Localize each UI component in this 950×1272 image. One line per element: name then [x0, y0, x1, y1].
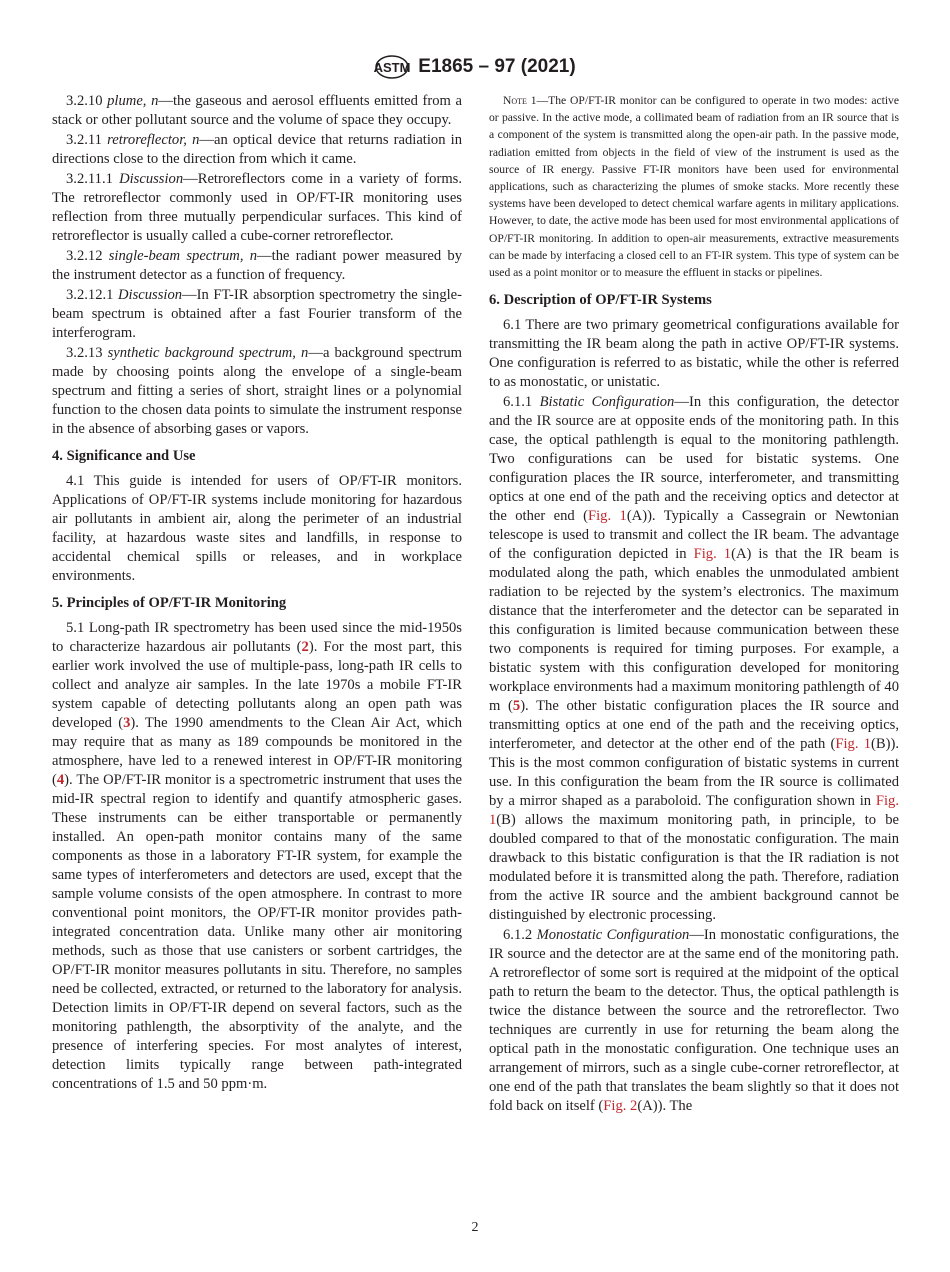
section-heading: [52, 447, 462, 466]
paragraph: [52, 472, 462, 586]
left-column: [52, 92, 462, 1095]
text-run: 6. Description of OP/FT-IR Systems: [489, 292, 712, 309]
paragraph: [52, 344, 462, 439]
text-run: 5.1 Long-path IR spectrometry has been used since the mid-1950s to characterize hazardous air pollutants (: [52, 620, 462, 655]
text-run: 3.2.11.1: [66, 171, 120, 187]
reference-link[interactable]: 5: [512, 698, 521, 715]
text-run: ). The other bistatic configuration places the IR source and transmitting optics at one end of the path and the receiving optics, interferometer, and detector at the other end of the path (: [489, 698, 899, 753]
text-run: 4.1 This guide is intended for users of OP/FT-IR monitors. Applications of OP/FT-IR systems include monitoring for hazardous air pollutants in ambient air, along the perimeter of an industrial facility, at hazardous waste sites and landfills, in response to accidental chemical spills or releases, and in workplace environments.: [52, 473, 462, 584]
paragraph: [489, 316, 899, 392]
text-run: —In FT-IR absorption spectrometry the single-beam spectrum is obtained after a fast Fourier transform of the interferogram.: [52, 287, 463, 341]
text-run: —an optical device that returns radiation in directions close to the direction from which it came.: [52, 132, 462, 167]
figure-link[interactable]: Fig. 1: [693, 546, 732, 563]
text-run: —Retroreflectors come in a variety of forms. The retroreflector commonly used in OP/FT-IR monitoring uses reflection from three mutually perpendicular surfaces. This kind of retroreflector is usually called a cube-corner retroreflector.: [52, 171, 462, 244]
document-designation: E1865 – 97 (2021): [418, 56, 576, 77]
text-run: —the radiant power measured by the instrument detector as a function of frequency.: [52, 248, 462, 283]
term-text: synthetic background spectrum, n: [107, 345, 309, 361]
term-text: Discussion: [119, 171, 184, 187]
text-run: (B) allows the maximum monitoring path, in principle, to be doubled compared to that of the monostatic configuration. The main drawback to this bistatic configuration is that the IR radiation is not modulated before it is transmitted along the path. Therefore, radiation from the active IR source and the ambient background cannot be distinguished by electronic processing.: [489, 812, 899, 924]
reference-link[interactable]: 3: [123, 715, 131, 731]
term-text: single-beam spectrum, n: [108, 248, 258, 264]
text-run: (A)). Typically a Cassegrain or Newtonian telescope is used to transmit and collect the IR beam. The advantage of the configuration depicted in: [489, 508, 899, 563]
paragraph: [489, 393, 899, 925]
page-header: [0, 54, 950, 80]
figure-link[interactable]: Fig. 1: [835, 736, 872, 753]
text-run: 3.2.12.1: [66, 287, 118, 303]
text-run: 3.2.12: [66, 248, 109, 264]
term-text: Discussion: [117, 287, 183, 303]
page-number: 2: [471, 1220, 479, 1235]
text-run: 3.2.10: [66, 93, 108, 109]
term-text: plume, n: [107, 93, 159, 109]
right-column: [489, 92, 899, 1117]
text-run: —In this configuration, the detector and the IR source are at opposite ends of the monitoring path. In this case, the optical pathlength is equal to the monitoring pathlength. Two configurations can be used for bistatic systems. One configuration places the IR source, interferometer, and transmitting optics at one end of the path and the receiving optics and detector at the other end (: [489, 394, 899, 525]
term-text: retroreflector, n: [107, 132, 200, 148]
paragraph: [489, 926, 899, 1116]
text-run: (A)). The: [637, 1098, 693, 1115]
text-run: 5. Principles of OP/FT-IR Monitoring: [52, 595, 287, 611]
text-run: ). The OP/FT-IR monitor is a spectrometric instrument that uses the mid-IR spectral region to identify and quantify atmospheric gases. These instruments can be either transportable or permanently installed. An open-path monitor contains many of the same components as those in a laboratory FT-IR system, for example the same types of interferometers and detectors are used, except that the sample volume consists of the open atmosphere. In contrast to more conventional point monitors, the OP/FT-IR monitor provides path-integrated concentration data. Unlike many other air monitoring methods, such as those that use canisters or sorbent cartridges, the OP/FT-IR monitor measures pollutants in situ. Therefore, no samples need be collected, extracted, or returned to the laboratory for analysis. Detection limits in OP/FT-IR depend on several factors, such as the monitoring pathlength, the absorptivity of the analyte, and the presence of interfering species. For most analytes of interest, detection limits typically range between path-integrated concentrations of 1.5 and 50 ppm·m.: [52, 772, 462, 1092]
paragraph: [52, 619, 462, 1094]
paragraph: [52, 170, 462, 246]
paragraph: [52, 286, 462, 343]
text-run: 3.2.11: [66, 132, 108, 148]
term-text: Monostatic Configuration: [536, 927, 690, 944]
svg-text:ASTM: ASTM: [374, 60, 411, 75]
reference-link[interactable]: 4: [56, 772, 65, 788]
note-paragraph: [489, 92, 899, 281]
text-run: 3.2.13: [66, 345, 108, 361]
text-run: —the gaseous and aerosol effluents emitted from a stack or other pollutant source and the volume of space they occupy.: [52, 93, 463, 128]
figure-link[interactable]: Fig. 1: [587, 508, 627, 525]
text-run: ). For the most part, this earlier work involved the use of multiple-pass, long-path IR cells to collect and analyze air samples. In the late 1970s a mobile FT-IR system capable of detecting pollutants along an open path was developed (: [52, 639, 462, 731]
figure-link[interactable]: Fig. 2: [603, 1098, 638, 1115]
term-text: Bistatic Configuration: [539, 394, 675, 411]
reference-link[interactable]: 2: [301, 639, 309, 655]
text-run: 6.1 There are two primary geometrical configurations available for transmitting the IR beam along the path in active OP/FT-IR systems. One configuration is referred to as bistatic, while the other is referred to as monostatic, or unistatic.: [489, 317, 899, 391]
text-run: 6.1.1: [503, 394, 540, 411]
paragraph: [52, 247, 462, 285]
text-run: —a background spectrum made by choosing points along the envelope of a single-beam spectrum and fitting a series of short, straight lines or a polynomial function to the chosen data points to simulate the instrument response in the absence of absorbing gases or vapors.: [52, 345, 462, 437]
text-run: (A) is that the IR beam is modulated along the path, which enables the unmodulated ambient radiation to be rejected by the system’s electronics. The maximum distance that the interferometer and the detector can be separated in this configuration is limited because communication between these two components is required for timing purposes. For example, a bistatic system with this configuration developed for monitoring workplace environments had a maximum monitoring pathlength of 40 m (: [489, 546, 900, 715]
text-run: ). The 1990 amendments to the Clean Air Act, which may require that as many as 189 compounds be monitored in the atmosphere, have led to a renewed interest in OP/FT-IR monitoring (: [52, 715, 462, 788]
text-run: 4. Significance and Use: [52, 448, 196, 464]
text-run: 6.1.2: [503, 927, 537, 944]
text-run: Note: [503, 94, 527, 107]
paragraph: [52, 92, 462, 130]
astm-logo-icon: [374, 54, 410, 80]
text-run: —In monostatic configurations, the IR source and the detector are at the same end of the monitoring path. A retroreflector of some sort is required at the midpoint of the optical path to return the beam to the detector. Thus, the optical pathlength is twice the distance between the source and the retroreflector. Two techniques are currently in use for returning the beam along the optical path in the monostatic configuration. One technique uses an arrangement of mirrors, such as a single cube-corner retroreflector, at one end of the path that translates the beam slightly so that it does not fold back on itself (: [489, 927, 899, 1115]
text-run: (B)). This is the most common configuration of bistatic systems in current use. In this configuration the beam from the IR source is collimated by a mirror shaped as a paraboloid. The configuration shown in: [489, 736, 899, 810]
section-heading: [489, 291, 899, 310]
text-run: 1—The OP/FT-IR monitor can be configured to operate in two modes: active or passive. In the active mode, a collimated beam of radiation from an IR source that is a component of the system is transmitted along the open-air path. In the passive mode, radiation emitted from objects in the field of view of the instrument is used as the source of IR energy. Passive FT-IR monitors have been used for environmental applications, such as characterizing the plumes of smoke stacks. More recently these systems have been developed to detect chemical warfare agents in military applications. However, to date, the active mode has been used for most environmental applications of OP/FT-IR monitoring. In addition to open-air measurements, extractive measurements can be made by interfacing a closed cell to an FT-IR system. This type of system can be used as a point monitor or to measure the effluent in stacks or pipelines.: [489, 94, 899, 280]
section-heading: [52, 594, 462, 613]
figure-link[interactable]: Fig. 1: [489, 793, 899, 829]
paragraph: [52, 131, 462, 169]
